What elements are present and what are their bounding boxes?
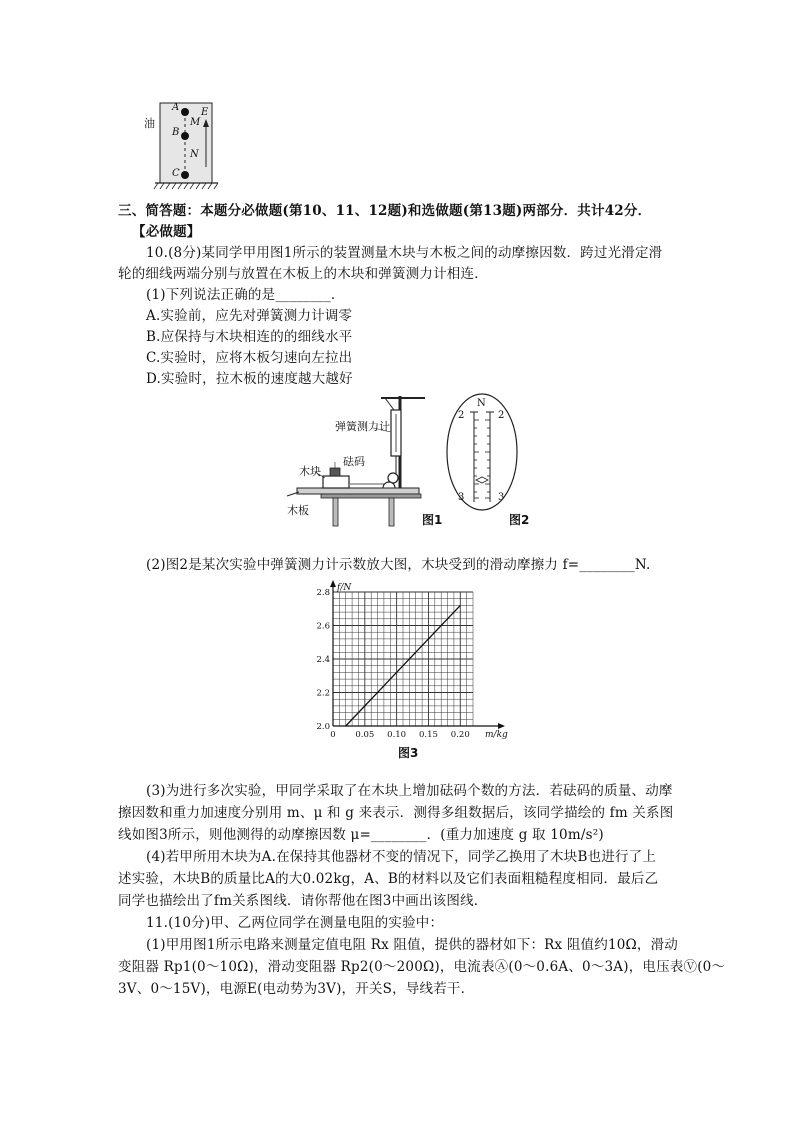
x-tick-label: 0 xyxy=(330,730,336,740)
q10-part4-line3: 同学也描绘出了fm关系图线．请你帮他在图3中画出该图线． xyxy=(118,893,488,909)
board-label: 木板 xyxy=(287,504,309,517)
x-axis-arrow xyxy=(498,723,505,729)
y-tick-label: 2.8 xyxy=(316,588,330,598)
y-tick-label: 2.2 xyxy=(316,688,330,699)
scale-reading-figure xyxy=(444,392,520,512)
q10-part4-line1: (4)若甲所用木块为A.在保持其他器材不变的情况下，同学乙换用了木块B也进行了上 xyxy=(146,849,657,865)
point-c-label: C xyxy=(172,168,180,179)
block-label: 木块 xyxy=(299,465,321,478)
x-tick-label: 0.15 xyxy=(418,730,438,740)
q10-option-d: D.实验时，拉木板的速度越大越好 xyxy=(146,371,353,387)
fig3-caption: 图3 xyxy=(398,746,419,760)
x-axis-label: m/kg xyxy=(485,730,508,740)
spring-scale-label: 弹簧测力计 xyxy=(335,420,390,433)
x-tick-label: 0.10 xyxy=(387,730,407,740)
fig2-caption: 图2 xyxy=(509,513,530,527)
q10-stem-line1: 10.(8分)某同学甲用图1所示的装置测量木块与木板之间的动摩擦因数．跨过光滑定滑 xyxy=(146,245,663,261)
y-axis-label: f/N xyxy=(337,583,352,593)
scale-tick-3-left: 3 xyxy=(458,492,465,503)
q11-stem: 11.(10分)甲、乙两位同学在测量电阻的实验中： xyxy=(146,915,444,931)
q10-part4-line2: 述实验，木块B的质量比A的大0.02kg，A、B的材料以及它们表面粗糙程度相同．最后乙 xyxy=(118,871,659,887)
section-heading: 三、简答题：本题分必做题(第10、11、12题)和选做题(第13题)两部分．共计42分． xyxy=(118,203,652,219)
fig1-caption: 图1 xyxy=(422,513,443,527)
point-m-label: M xyxy=(190,117,201,128)
required-label: 【必做题】 xyxy=(132,224,201,240)
scale-tick-2-right: 2 xyxy=(498,410,505,421)
point-n-label: N xyxy=(190,149,199,160)
q10-part1: (1)下列说法正确的是________． xyxy=(146,287,345,303)
apparatus-figure xyxy=(285,388,435,528)
point-a-label: A xyxy=(172,102,180,113)
q11-part1-line1: (1)甲用图1所示电路来测量定值电阻 Rx 阻值，提供的器材如下：Rx 阻值约10Ω，滑动 xyxy=(146,937,679,953)
q10-stem-line2: 轮的细线两端分别与放置在木板上的木块和弹簧测力计相连． xyxy=(118,266,488,282)
weight-label: 砝码 xyxy=(343,455,365,468)
y-axis-arrow xyxy=(330,580,336,587)
scale-tick-3-right: 3 xyxy=(498,492,505,503)
scale-unit-n: N xyxy=(477,398,486,409)
q11-part1-line3: 3V、0～15V)，电源E(电动势为3V)，开关S，导线若干． xyxy=(118,981,475,997)
oil-drop-figure xyxy=(140,95,230,195)
q10-part2: (2)图2是某次实验中弹簧测力计示数放大图，木块受到的滑动摩擦力 f=________N. xyxy=(146,557,651,573)
y-tick-label: 2.4 xyxy=(316,655,330,665)
oil-label: 油 xyxy=(144,117,155,130)
q10-option-a: A.实验前，应先对弹簧测力计调零 xyxy=(146,308,353,324)
x-tick-label: 0.20 xyxy=(450,730,470,740)
q10-part3-line1: (3)为进行多次实验，甲同学采取了在木块上增加砝码个数的方法．若砝码的质量、动摩 xyxy=(146,783,673,799)
q10-option-b: B.应保持与木块相连的的细线水平 xyxy=(146,329,353,345)
q10-part3-line3: 线如图3所示，则他测得的动摩擦因数 μ=________．(重力加速度 g 取 10m/s²) xyxy=(118,827,604,843)
x-tick-label: 0.05 xyxy=(355,730,375,740)
point-b-label: B xyxy=(172,127,180,138)
y-tick-label: 2.0 xyxy=(316,722,330,732)
q10-part3-line2: 擦因数和重力加速度分别用 m、μ 和 g 来表示．测得多组数据后，该同学描绘的 fm 关系图 xyxy=(118,805,674,821)
q11-part1-line2: 变阻器 Rp1(0～10Ω)，滑动变阻器 Rp2(0～200Ω)，电流表Ⓐ(0～0.6A、0～3A)，电压表Ⓥ(0～ xyxy=(118,959,726,975)
scale-tick-2-left: 2 xyxy=(458,410,465,421)
q10-option-c: C.实验时，应将木板匀速向左拉出 xyxy=(146,350,353,366)
field-e-label: E xyxy=(201,107,209,118)
fm-graph xyxy=(300,578,520,743)
y-tick-label: 2.6 xyxy=(316,621,330,632)
